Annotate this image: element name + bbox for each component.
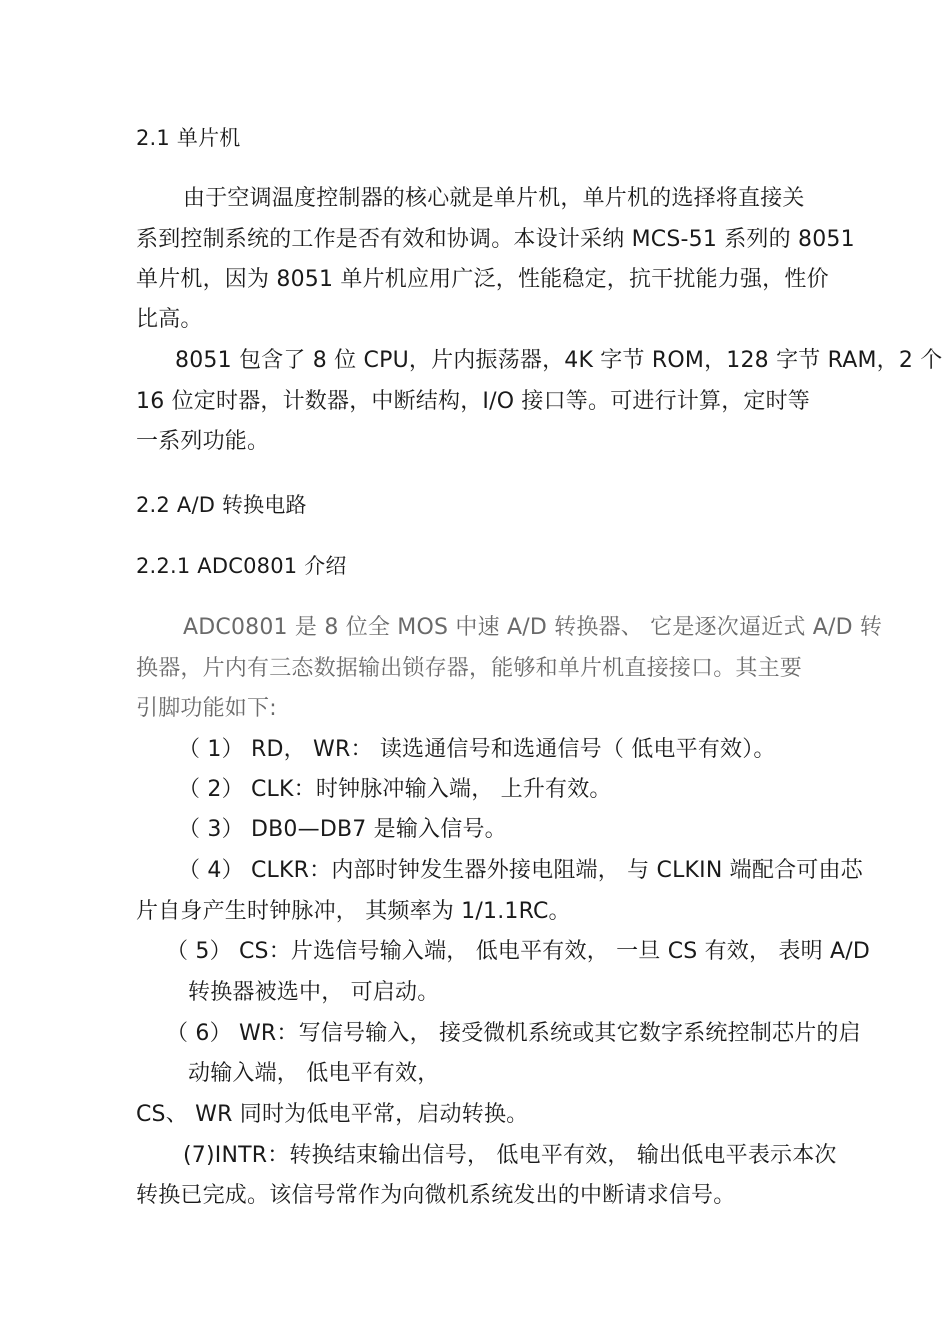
section-heading-2-1: 2.1 单片机 <box>136 126 241 150</box>
list-item: （ 5） CS：片选信号输入端， 低电平有效， 一旦 CS 有效， 表明 A/D <box>166 939 870 964</box>
paragraph-line: 引脚功能如下: <box>136 696 277 721</box>
list-item: (7)INTR：转换结束输出信号， 低电平有效， 输出低电平表示本次 <box>183 1143 837 1168</box>
list-item: （ 3） DB0—DB7 是输入信号。 <box>178 817 507 842</box>
list-item: （ 4） CLKR：内部时钟发生器外接电阻端， 与 CLKIN 端配合可由芯 <box>178 858 863 883</box>
list-item-continuation: 动输入端， 低电平有效， <box>188 1061 440 1086</box>
paragraph-line: 换器，片内有三态数据输出锁存器，能够和单片机直接接口。其主要 <box>136 656 803 681</box>
paragraph-line: 16 位定时器，计数器，中断结构，I/O 接口等。可进行计算，定时等 <box>136 389 810 414</box>
list-item: （ 1） RD， WR： 读选通信号和选通信号（ 低电平有效）。 <box>178 737 776 762</box>
paragraph-line: 单片机，因为 8051 单片机应用广泛，性能稳定，抗干扰能力强，性价 <box>136 267 829 292</box>
list-item-continuation: CS、 WR 同时为低电平常，启动转换。 <box>136 1102 529 1127</box>
paragraph-line: 一系列功能。 <box>136 429 270 454</box>
section-heading-2-2-1: 2.2.1 ADC0801 介绍 <box>136 554 347 578</box>
paragraph-line: 系到控制系统的工作是否有效和协调。本设计采纳 MCS-51 系列的 8051 <box>136 227 855 252</box>
list-item: （ 2） CLK：时钟脉冲输入端， 上升有效。 <box>178 777 612 802</box>
list-item: （ 6） WR：写信号输入， 接受微机系统或其它数字系统控制芯片的启 <box>166 1021 861 1046</box>
paragraph-line: 比高。 <box>136 307 203 332</box>
paragraph-line: 8051 包含了 8 位 CPU，片内振荡器，4K 字节 ROM，128 字节 RAM，2 个 <box>175 348 943 373</box>
section-heading-2-2: 2.2 A/D 转换电路 <box>136 493 307 517</box>
paragraph-line: 由于空调温度控制器的核心就是单片机，单片机的选择将直接关 <box>183 186 805 211</box>
list-item-continuation: 片自身产生时钟脉冲， 其频率为 1/1.1RC。 <box>136 899 571 924</box>
list-item-continuation: 转换已完成。该信号常作为向微机系统发出的中断请求信号。 <box>136 1183 736 1208</box>
list-item-continuation: 转换器被选中， 可启动。 <box>188 980 440 1005</box>
paragraph-line: ADC0801 是 8 位全 MOS 中速 A/D 转换器、 它是逐次逼近式 A/D 转 <box>183 615 883 640</box>
